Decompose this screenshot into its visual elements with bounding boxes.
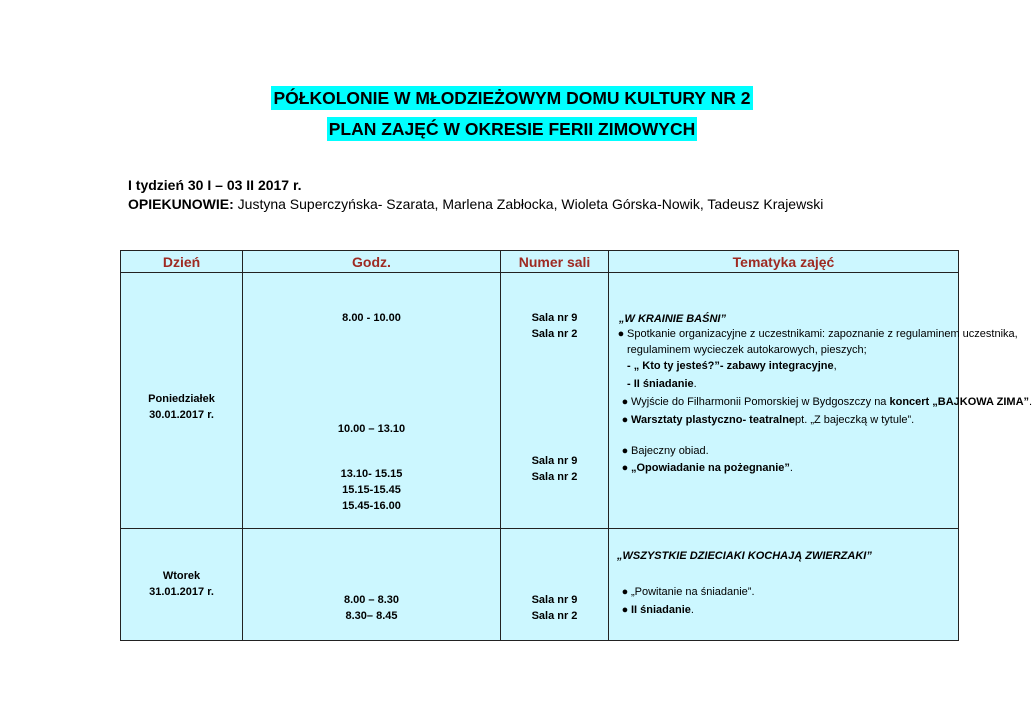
item-bold: II śniadanie xyxy=(631,604,691,616)
item-suffix: . xyxy=(789,462,793,474)
table-header-row xyxy=(121,251,959,273)
item-text: Spotkanie organizacyjne z uczestnikami: zapoznanie z regulaminem uczestnika, xyxy=(627,328,1018,340)
time-slot: 8.30– 8.45 xyxy=(345,610,398,622)
topic-item xyxy=(619,460,793,476)
day-cell xyxy=(121,273,243,529)
topic-cell xyxy=(609,273,1032,529)
week-label: I tydzień 30 I – 03 II 2017 r. xyxy=(128,177,302,193)
hours-cell xyxy=(243,273,501,529)
topic-cell xyxy=(609,529,959,641)
topic-item xyxy=(615,326,1018,342)
table-row xyxy=(121,529,959,641)
item-text: Bajeczny obiad. xyxy=(631,445,709,457)
time-slot: 13.10- 15.15 xyxy=(340,468,403,480)
room-label: Sala nr 9 xyxy=(531,594,578,606)
day-name: Poniedziałek xyxy=(148,393,215,405)
title-line-2: PLAN ZAJĘĆ W OKRESIE FERII ZIMOWYCH xyxy=(328,119,696,139)
table-row xyxy=(121,273,959,529)
guardians-line xyxy=(128,196,823,212)
guardians-label: OPIEKUNOWIE: xyxy=(128,196,234,212)
bullet-icon: ● xyxy=(621,586,629,598)
room-cell xyxy=(501,529,609,641)
item-text: Wyjście do Filharmonii Pomorskiej w Bydgoszczy na xyxy=(631,396,890,408)
item-bold: „Opowiadanie na pożegnanie” xyxy=(631,462,790,474)
bullet-icon: ● xyxy=(621,414,629,426)
day-cell xyxy=(121,529,243,641)
title-line-1-wrap xyxy=(0,86,1024,110)
room-label: Sala nr 2 xyxy=(531,471,578,483)
topic-title: „WSZYSTKIE DZIECIAKI KOCHAJĄ ZWIERZAKI” xyxy=(617,550,872,562)
topic-item xyxy=(619,602,694,618)
title-line-1: PÓŁKOLONIE W MŁODZIEŻOWYM DOMU KULTURY NR 2 xyxy=(273,88,751,108)
topic-title: „W KRAINIE BAŚNI” xyxy=(619,313,726,325)
header-room: Numer sali xyxy=(501,251,609,273)
item-suffix: . xyxy=(1029,396,1032,408)
bullet-icon: ● xyxy=(621,445,629,457)
item-suffix: . xyxy=(693,378,697,390)
time-slot: 15.45-16.00 xyxy=(342,500,401,512)
item-suffix: . xyxy=(690,604,694,616)
item-suffix: , xyxy=(833,360,837,372)
item-text: - „ Kto ty jesteś?”- zabawy integracyjne xyxy=(627,360,834,372)
item-bold: Warsztaty plastyczno- teatralne xyxy=(631,414,796,426)
time-slot: 8.00 – 8.30 xyxy=(343,594,400,606)
schedule-table xyxy=(120,250,1032,641)
day-name: Wtorek xyxy=(162,570,201,582)
topic-item-continuation: regulaminem wycieczek autokarowych, pieszych; xyxy=(627,344,867,356)
topic-item xyxy=(619,394,1032,410)
header-hours: Godz. xyxy=(243,251,501,273)
day-date: 30.01.2017 r. xyxy=(149,409,214,421)
time-slot: 10.00 – 13.10 xyxy=(337,423,406,435)
item-text: pt. „Z bajeczką w tytule”. xyxy=(795,414,915,426)
item-bold: koncert „BAJKOWA ZIMA” xyxy=(889,396,1030,408)
bullet-icon: ● xyxy=(621,396,629,408)
bullet-icon: ● xyxy=(621,604,629,616)
title-line-2-wrap xyxy=(0,117,1024,141)
guardians-names: Justyna Superczyńska- Szarata, Marlena Zabłocka, Wioleta Górska-Nowik, Tadeusz Krajewski xyxy=(233,196,824,212)
topic-item xyxy=(619,584,755,600)
room-cell xyxy=(501,273,609,529)
time-slot: 15.15-15.45 xyxy=(342,484,401,496)
header-topic: Tematyka zajęć xyxy=(609,251,959,273)
bullet-icon: ● xyxy=(621,462,629,474)
topic-item xyxy=(619,412,914,428)
day-date: 31.01.2017 r. xyxy=(149,586,214,598)
topic-item xyxy=(619,443,709,459)
hours-cell xyxy=(243,529,501,641)
room-label: Sala nr 2 xyxy=(531,610,578,622)
room-label: Sala nr 9 xyxy=(531,312,578,324)
item-text: „Powitanie na śniadanie”. xyxy=(631,586,755,598)
header-day: Dzień xyxy=(121,251,243,273)
room-label: Sala nr 2 xyxy=(531,328,578,340)
topic-item xyxy=(627,358,837,374)
topic-item xyxy=(627,376,697,392)
room-label: Sala nr 9 xyxy=(531,455,578,467)
item-text: - II śniadanie xyxy=(627,378,694,390)
bullet-icon: ● xyxy=(617,328,625,340)
time-slot: 8.00 - 10.00 xyxy=(342,312,401,324)
